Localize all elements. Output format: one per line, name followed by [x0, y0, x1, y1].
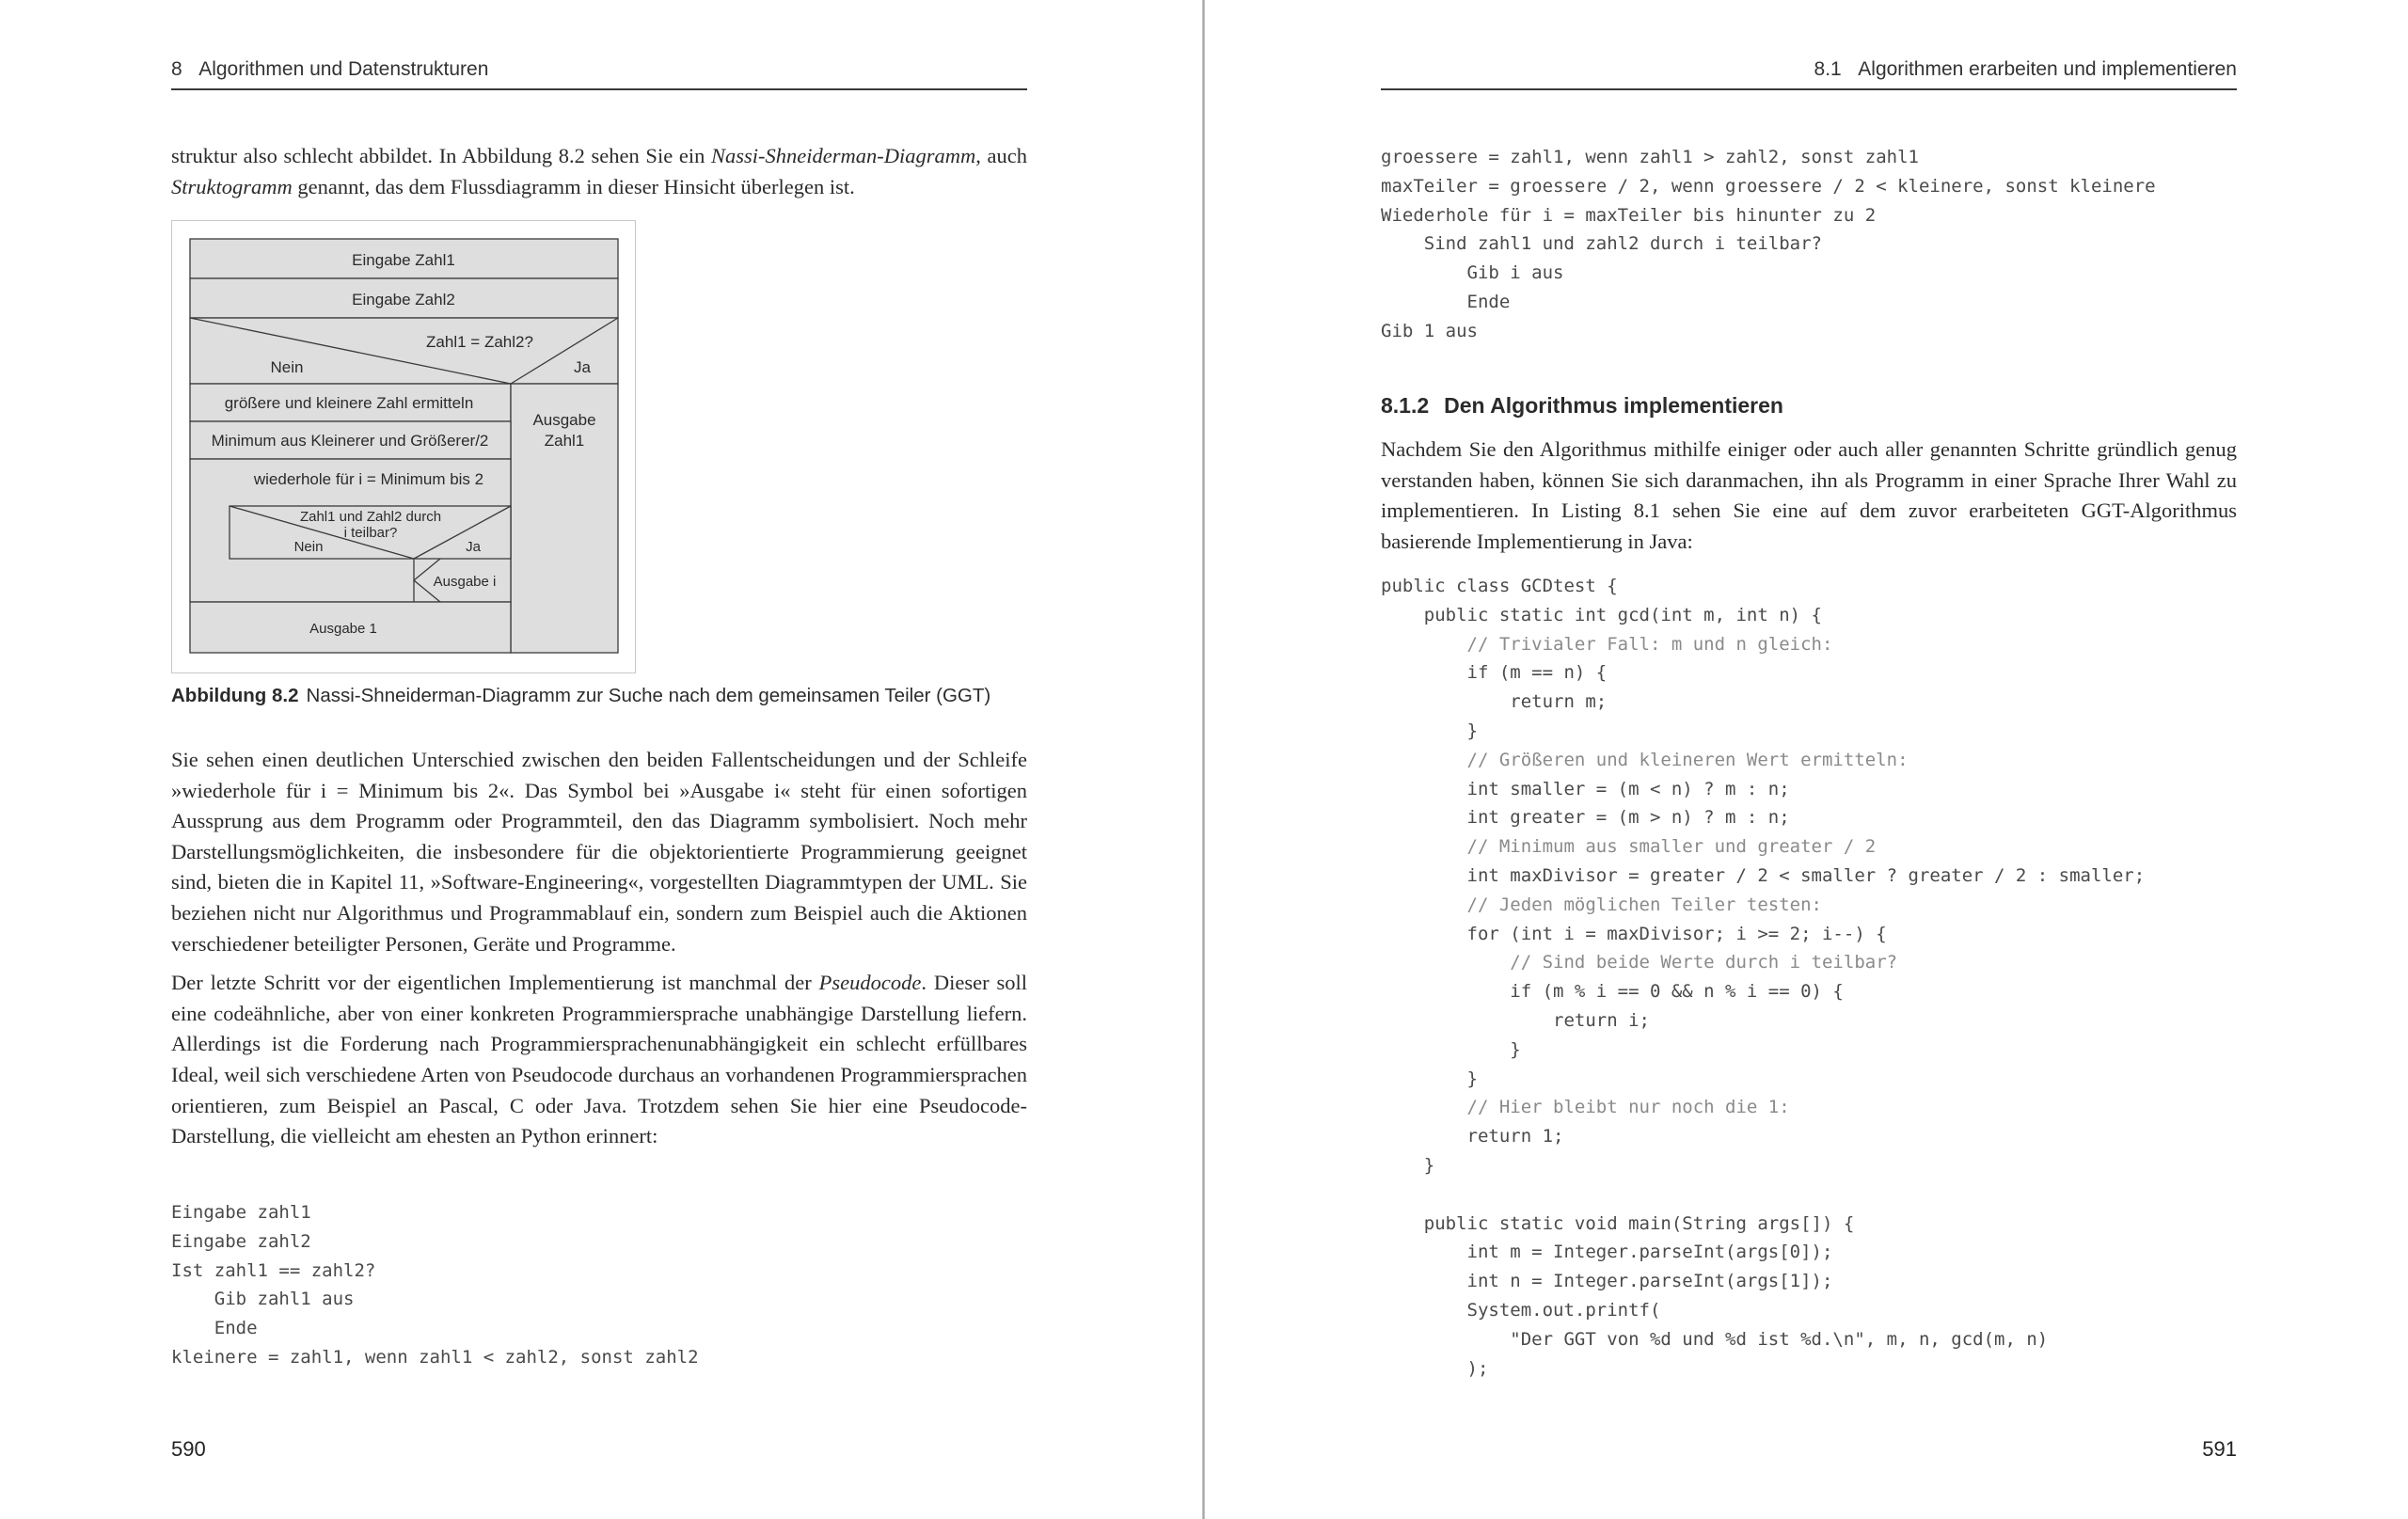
text-loop: wiederhole für i = Minimum bis 2: [253, 470, 484, 488]
left-header-text: [171, 58, 488, 81]
code-line: System.out.printf(: [1381, 1299, 1661, 1321]
right-running-header: [1381, 55, 2237, 90]
code-line: // Trivialer Fall: m und n gleich:: [1381, 633, 1833, 655]
paragraph-implementation: Nachdem Sie den Algorithmus mithilfe einiger oder auch aller genannten Schritte gründlich genug verstanden haben, können Sie sich daranmachen, ihn als Programm in einer Sprache Ihrer Wahl zu implementieren. In Listing 8.1 sehen Sie eine auf dem zuvor erarbeiteten GGT-Algorithmus basierende Implementierung in Java:: [1381, 437, 2237, 553]
code-line: }: [1381, 1068, 1478, 1089]
text-condition: Zahl1 = Zahl2?: [426, 333, 533, 351]
code-line: int n = Integer.parseInt(args[1]);: [1381, 1271, 1833, 1292]
intro-italic-2: Struktogramm: [171, 174, 293, 198]
section-heading-number: 8.1.2: [1381, 393, 1430, 418]
right-body: [1381, 435, 2237, 565]
code-line: public static void main(String args[]) {: [1381, 1212, 1855, 1234]
text-step1: größere und kleinere Zahl ermitteln: [224, 394, 474, 412]
text-inner-no: Nein: [293, 539, 324, 555]
code-line: Ist zahl1 == zahl2?: [171, 1259, 376, 1281]
code-line: }: [1381, 1038, 1521, 1060]
code-line: public static int gcd(int m, int n) {: [1381, 604, 1822, 625]
figure-caption: [171, 685, 1027, 707]
left-running-header: [171, 55, 1027, 90]
right-pseudocode-listing: [1381, 143, 2237, 346]
code-line: "Der GGT von %d und %d ist %d.\n", m, n, gcd(m, n): [1381, 1328, 2049, 1350]
text-output-1: Ausgabe 1: [309, 621, 377, 637]
intro-text-2: , auch: [975, 144, 1027, 167]
text-yes: Ja: [574, 358, 591, 376]
text-inner-yes: Ja: [466, 539, 481, 555]
section-title: Algorithmen erarbeiten und implementieren: [1858, 58, 2237, 80]
block-condition: [190, 318, 618, 384]
code-line: // Sind beide Werte durch i teilbar?: [1381, 952, 1898, 973]
paragraph-differences: Sie sehen einen deutlichen Unterschied zwischen den beiden Fallentscheidungen und der Schleife »wiederhole für i = Minimum bis 2«. Das Symbol bei »Ausgabe i« steht für einen sofortigen Aussprung aus dem Programm oder Programmteil, den das Diagramm symbolisiert. Noch mehr Darstellungsmöglichkeiten, die insbesondere für die objektorientierte Programmierung geeignet sind, bieten die in Kapitel 11, »Software-Engineering«, vorgestellten Diagrammtypen der UML. Sie beziehen nicht nur Algorithmus und Programmablauf ein, sondern zum Beispiel auch die Aktionen verschiedener beteiligter Personen, Geräte und Programme.: [171, 748, 1027, 956]
page-number-right: 591: [2202, 1437, 2237, 1461]
caption-label: Abbildung 8.2: [171, 685, 299, 706]
intro-paragraph: [171, 141, 1027, 211]
code-line: return m;: [1381, 691, 1608, 713]
left-body: [171, 745, 1027, 1161]
nassi-shneiderman-diagram: [171, 220, 636, 673]
code-line: );: [1381, 1357, 1489, 1379]
code-line: }: [1381, 1154, 1435, 1176]
text-inner-condition-line2: i teilbar?: [343, 525, 398, 541]
code-line: maxTeiler = groessere / 2, wenn groessere / 2 < kleinere, sonst kleinere: [1381, 175, 2156, 197]
text-input1: Eingabe Zahl1: [352, 251, 455, 269]
paragraph-pseudocode: [171, 968, 1027, 1152]
code-line: // Hier bleibt nur noch die 1:: [1381, 1097, 1790, 1118]
code-line: return i;: [1381, 1009, 1650, 1031]
code-line: public class GCDtest {: [1381, 576, 1618, 596]
code-line: Sind zahl1 und zahl2 durch i teilbar?: [1381, 233, 1822, 255]
text-output-zahl1-line2: Zahl1: [544, 432, 585, 450]
intro-text-3: genannt, das dem Flussdiagramm in dieser Hinsicht überlegen ist.: [292, 174, 855, 198]
code-line: Wiederhole für i = maxTeiler bis hinunter zu 2: [1381, 204, 1877, 226]
code-line: Eingabe zahl1: [171, 1202, 311, 1223]
left-pseudocode-listing: [171, 1198, 1027, 1372]
code-line: Eingabe zahl2: [171, 1230, 311, 1252]
pseudocode-text-1: Der letzte Schritt vor der eigentlichen Implementierung ist manchmal der: [171, 971, 819, 995]
text-no: Nein: [270, 358, 304, 376]
code-line: Gib i aus: [1381, 262, 1564, 284]
code-line: // Minimum aus smaller und greater / 2: [1381, 836, 1877, 858]
code-line: Gib zahl1 aus: [171, 1289, 355, 1310]
code-line: int smaller = (m < n) ? m : n;: [1381, 778, 1790, 799]
pseudocode-text-2: . Dieser soll eine codeähnliche, aber von einer konkreten Programmiersprache unabhängige Darstellung liefern. Allerdings ist die Forderung nach Programmiersprachenunabhängigkeit ein schlecht erfüllbares Ideal, weil sich verschiedene Arten von Pseudocode durchaus an vorhandenen Programmiersprachen orientieren, zum Beispiel an Pascal, C oder Java. Trotzdem sehen Sie hier eine Pseudocode-Darstellung, die vielleicht am ehesten an Python erinnert:: [171, 971, 1028, 1148]
code-line: for (int i = maxDivisor; i >= 2; i--) {: [1381, 923, 1887, 944]
code-line: if (m == n) {: [1381, 662, 1608, 684]
code-line: if (m % i == 0 && n % i == 0) {: [1381, 981, 1844, 1003]
pseudocode-italic: Pseudocode: [818, 971, 922, 995]
chapter-number: 8: [171, 58, 182, 80]
intro-text-1: struktur also schlecht abbildet. In Abbildung 8.2 sehen Sie ein: [171, 144, 711, 167]
code-line: return 1;: [1381, 1126, 1564, 1147]
code-line: int maxDivisor = greater / 2 < smaller ? greater / 2 : smaller;: [1381, 864, 2146, 886]
java-code-listing: [1381, 572, 2237, 1383]
section-number: 8.1: [1814, 58, 1842, 80]
text-output-zahl1-line1: Ausgabe: [532, 411, 596, 429]
text-inner-condition-line1: Zahl1 und Zahl2 durch: [299, 509, 442, 525]
code-line: Gib 1 aus: [1381, 320, 1478, 341]
intro-italic-1: Nassi-Shneiderman-Diagramm: [710, 144, 976, 167]
code-line: Ende: [1381, 291, 1511, 312]
code-line: Ende: [171, 1318, 258, 1339]
chapter-title: Algorithmen und Datenstrukturen: [198, 58, 489, 80]
caption-text: Nassi-Shneiderman-Diagramm zur Suche nach dem gemeinsamen Teiler (GGT): [306, 685, 991, 706]
page-number-left: 590: [171, 1437, 206, 1461]
code-line: int m = Integer.parseInt(args[0]);: [1381, 1242, 1833, 1263]
right-page: [1381, 0, 2237, 1519]
code-line: kleinere = zahl1, wenn zahl1 < zahl2, sonst zahl2: [171, 1346, 699, 1368]
code-line: // Größeren und kleineren Wert ermitteln:: [1381, 749, 1909, 770]
text-step2: Minimum aus Kleinerer und Größerer/2: [211, 432, 489, 450]
code-line: }: [1381, 720, 1478, 741]
text-input2: Eingabe Zahl2: [352, 291, 455, 309]
code-line: // Jeden möglichen Teiler testen:: [1381, 894, 1822, 915]
code-line: groessere = zahl1, wenn zahl1 > zahl2, sonst zahl1: [1381, 147, 1919, 167]
right-header-text: [1814, 58, 2237, 81]
book-spine: [1202, 0, 1205, 1519]
left-page: [171, 0, 1027, 1519]
section-heading-title: Den Algorithmus implementieren: [1444, 393, 1783, 418]
section-heading: [1381, 393, 1783, 419]
code-line: int greater = (m > n) ? m : n;: [1381, 807, 1790, 829]
text-output-i: Ausgabe i: [433, 574, 497, 590]
